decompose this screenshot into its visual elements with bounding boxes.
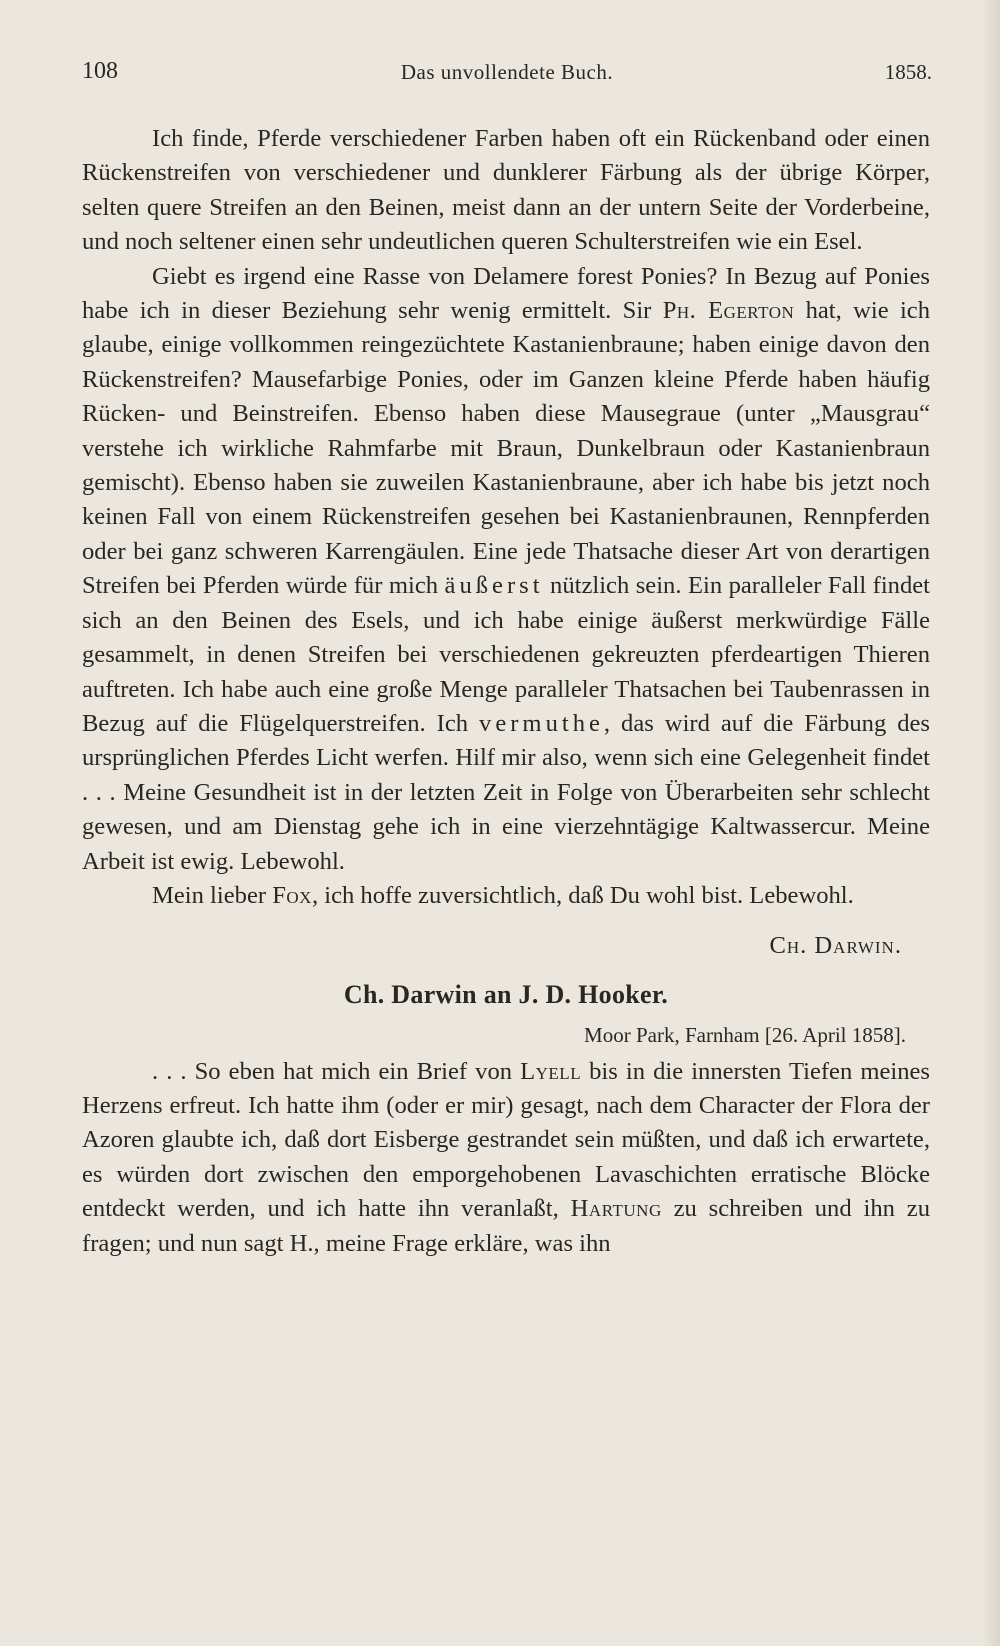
page-text [82, 122, 930, 1261]
emphasis-vermuthe: vermuthe [479, 709, 604, 737]
place-date: Moor Park, Farnham [26. April 1858]. [584, 1023, 906, 1048]
paragraph-2 [82, 260, 930, 879]
name-fox: Fox [272, 881, 312, 909]
paragraph-1: Ich finde, Pferde verschiedener Farben haben oft ein Rückenband oder einen Rückenstreifen von verschiedener und dunklerer Färbung als der übrige Körper, selten quere Streifen an den Beinen, meist dann an der untern Seite der Vorderbeine, und noch seltener einen sehr undeutlichen queren Schulterstreifen wie ein Esel. [82, 125, 930, 256]
running-title: Das unvollendete Buch. [400, 60, 614, 84]
page-header [82, 58, 932, 98]
text-run: hat, wie ich glaube, einige vollkommen reingezüchtete Kastanienbraune; haben einige davon den Rückenstreifen? Mausefarbige Ponies, oder im Ganzen kleine Pferde haben häufig Rücken- und Beinstreifen. Ebenso haben diese Mausegraue (unter „Mausgrau“ verstehe ich wirkliche Rahmfarbe mit Braun, Dunkelbraun oder Kastanienbraun gemischt). Ebenso haben sie zuweilen Kastanienbraune, aber ich habe bis jetzt noch keinen Fall von einem Rückenstreifen gesehen bei Kastanienbraunen, Rennpferden oder bei ganz schweren Karrengäulen. Eine jede Thatsache dieser Art von derartigen Streifen bei Pferden würde für mich [82, 297, 930, 600]
header-year: 1858. [884, 60, 932, 84]
text-run: bis in die innersten Tiefen meines Herzens erfreut. Ich hatte ihm (oder er mir) gesagt, nach dem Character der Flora der Azoren glaubte ich, daß dort Eisberge gestrandet sein müßten, und daß ich erwartete, es würden dort zwischen den emporgehobenen Lavaschichten erratische Blöcke entdeckt werden, und ich hatte ihn veranlaßt, [82, 1057, 930, 1223]
text-run: , das wird auf die Färbung des ursprünglichen Pferdes Licht werfen. Hilf mir also, wenn sich eine Gelegenheit findet . . . Meine Gesundheit ist in der letzten Zeit in Folge von Überarbeiten sehr schlecht gewesen, und am Dienstag gehe ich in eine vierzehntägige Kaltwassercur. Meine Arbeit ist ewig. Lebewohl. [82, 709, 931, 875]
name-lyell: Lyell [520, 1057, 582, 1085]
name-egerton: Ph. Egerton [662, 297, 795, 325]
paragraph-3 [82, 879, 930, 913]
page-edge-shadow [982, 0, 1000, 1646]
text-run: Giebt es irgend eine Rasse von Delamere forest Ponies? In Bezug auf Ponies habe ich in dieser Beziehung sehr wenig ermittelt. Sir [82, 262, 930, 325]
letter-title: Ch. Darwin an J. D. Hooker. [343, 979, 669, 1009]
page-number: 108 [82, 58, 118, 84]
text-run: Mein lieber [152, 881, 273, 909]
name-hartung: Hartung [570, 1195, 662, 1223]
emphasis-ausserst: äußerst [444, 572, 544, 600]
text-run: nützlich sein. Ein paralleler Fall findet sich an den Beinen des Esels, und ich habe einige äußerst merkwürdige Fälle gesammelt, in denen Streifen bei verschiedenen gekreuzten pferdeartigen Thieren auftreten. Ich habe auch eine große Menge paralleler Thatsachen bei Taubenrassen in Bezug auf die Flügelquerstreifen. Ich [82, 572, 930, 737]
text-run: zu schreiben und ihn zu fragen; und nun sagt H., meine Frage erkläre, was ihn [82, 1195, 931, 1257]
letter2-paragraph-1 [82, 1055, 930, 1261]
text-run: , ich hoffe zuversichtlich, daß Du wohl bist. Lebewohl. [311, 881, 854, 909]
text-run: . . . So eben hat mich ein Brief von [152, 1057, 521, 1085]
signature: Ch. Darwin. [769, 932, 902, 960]
